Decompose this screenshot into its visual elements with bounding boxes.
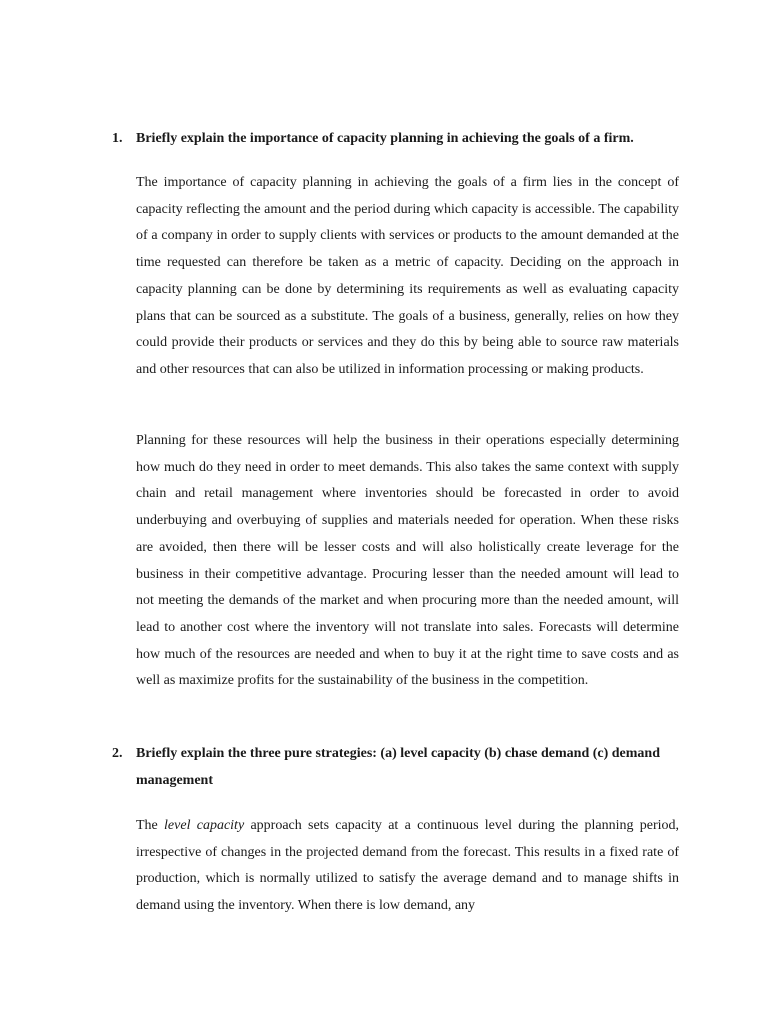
question-2-heading xyxy=(112,741,682,794)
question-1-heading xyxy=(112,126,682,153)
level-capacity-term: level capacity xyxy=(164,818,245,833)
answer-2-paragraph-1 xyxy=(136,813,679,920)
question-1-title: Briefly explain the importance of capacity planning in achieving the goals of a firm. xyxy=(136,131,634,146)
answer-2-lead-text: The xyxy=(136,818,165,833)
answer-1-paragraph-1: The importance of capacity planning in achieving the goals of a firm lies in the concept of capacity reflecting the amount and the period during which capacity is accessible. The capability of a company in order to supply clients with services or products to the amount demanded at the time requested can therefore be taken as a metric of capacity. Deciding on the approach in capacity planning can be done by determining its requirements as well as evaluating capacity plans that can be sourced as a substitute. The goals of a business, generally, relies on how they could provide their products or services and they do this by being able to source raw materials and other resources that can also be utilized in information processing or making products. xyxy=(136,175,679,377)
answer-1-paragraph-2: Planning for these resources will help the business in their operations especially determining how much do they need in order to meet demands. This also takes the same context with supply chain and retail management where inventories should be forecasted in order to avoid underbuying and overbuying of supplies and materials needed for operation. When these risks are avoided, then there will be lesser costs and will also holistically create leverage for the business in their competitive advantage. Procuring lesser than the needed amount will lead to not meeting the demands of the market and when procuring more than the needed amount, will lead to another cost where the inventory will not translate into sales. Forecasts will determine how much of the resources are needed and when to buy it at the right time to save costs and as well as maximize profits for the sustainability of the business in the competition. xyxy=(136,433,679,689)
question-1-number: 1. xyxy=(112,131,123,146)
question-2-title: Briefly explain the three pure strategies: (a) level capacity (b) chase demand (c) demand management xyxy=(136,746,661,788)
question-2-number: 2. xyxy=(112,746,123,761)
answer-2-body-text: approach sets capacity at a continuous level during the planning period, irrespective of changes in the projected demand from the forecast. This results in a fixed rate of production, which is normally utilized to satisfy the average demand and to manage shifts in demand using the inventory. When there is low demand, any xyxy=(136,818,680,914)
